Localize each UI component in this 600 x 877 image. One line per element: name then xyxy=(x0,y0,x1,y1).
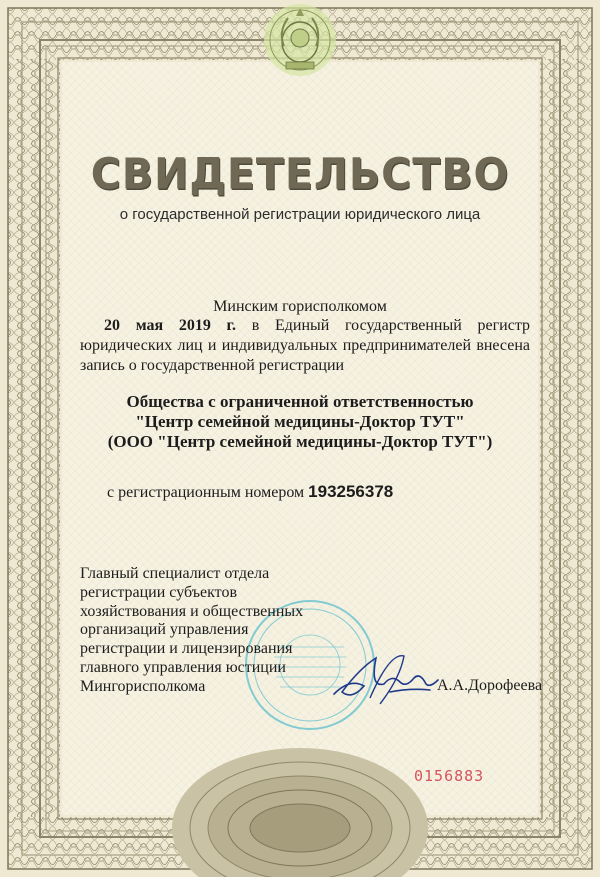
statement-line-1 xyxy=(80,316,530,336)
signer-line-4: организаций управления xyxy=(80,621,249,639)
signer-line-3: хозяйствования и общественных xyxy=(80,602,304,620)
signer-title xyxy=(80,565,320,697)
statement-line-1-rest: в Единый государственный регистр xyxy=(236,317,531,334)
registration-number: 193256378 xyxy=(308,482,394,501)
registration-date: 20 мая 2019 г. xyxy=(104,317,237,334)
issuer-line: Минским горисполкомом xyxy=(213,298,387,315)
certificate-subtitle: о государственной регистрации юридического лица xyxy=(119,206,481,223)
signer-line-5: регистрации и лицензирования xyxy=(80,640,293,658)
state-emblem-icon xyxy=(258,2,342,78)
registration-prefix: с регистрационным номером xyxy=(107,484,309,501)
signer-line-6: главного управления юстиции xyxy=(80,658,286,676)
org-line-1: Общества с ограниченной ответственностью xyxy=(126,392,474,411)
certificate-title: СВИДЕТЕЛЬСТВО xyxy=(90,148,510,200)
serial-number: 0156883 xyxy=(414,767,485,785)
statement-line-2: юридических лиц и индивидуальных предпринимателей внесена xyxy=(80,337,530,354)
org-line-3: (ООО "Центр семейной медицины-Доктор ТУТ") xyxy=(107,432,493,451)
registration-statement xyxy=(80,316,530,376)
statement-line-3: запись о государственной регистрации xyxy=(80,357,345,374)
signer-line-7: Мингорисполкома xyxy=(80,677,206,695)
signer-name: А.А.Дорофеева xyxy=(437,677,543,694)
handwritten-signature xyxy=(330,648,450,710)
guilloche-rosette xyxy=(170,718,430,877)
organization-name xyxy=(0,392,600,452)
signer-line-2: регистрации субъектов xyxy=(80,583,237,601)
signer-line-1: Главный специалист отдела xyxy=(80,565,270,582)
registration-number-line xyxy=(107,482,393,502)
org-line-2: "Центр семейной медицины-Доктор ТУТ" xyxy=(135,412,465,431)
